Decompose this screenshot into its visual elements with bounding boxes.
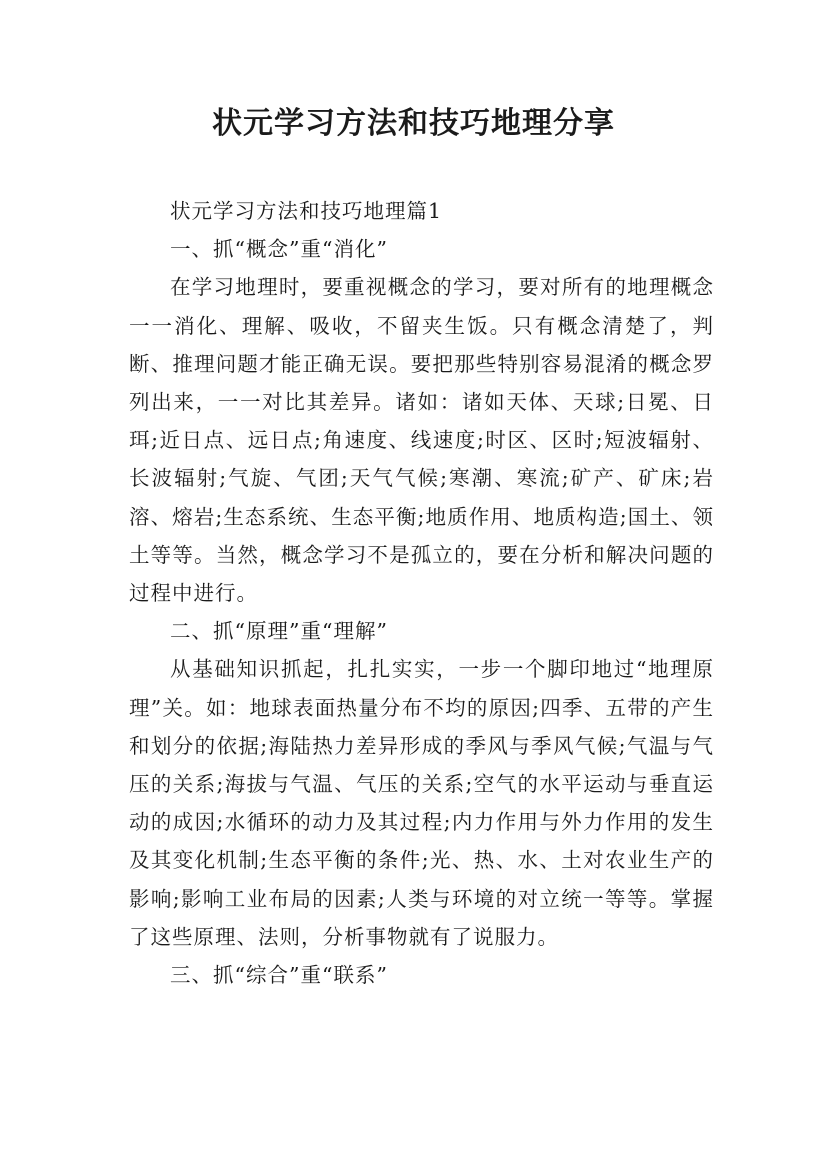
subheading: 一、抓“概念”重“消化”	[170, 237, 388, 262]
document-title: 状元学习方法和技巧地理分享	[212, 106, 615, 141]
paragraph: 从基础知识抓起，扎扎实实，一步一个脚印地过“地理原理”关。如：地球表面热量分布不均的原因;四季、五带的产生和划分的依据;海陆热力差异形成的季风与季风气候;气温与气压的关系;海拔与气温、气压的关系;空气的水平运动与垂直运动的成因;水循环的动力及其过程;内力作用与外力作用的发生及其变化机制;生态平衡的条件;光、热、水、土对农业生产的影响;影响工业布局的因素;人类与环境的对立统一等等。掌握了这些原理、法则，分析事物就有了说服力。	[129, 657, 714, 949]
subheading: 二、抓“原理”重“理解”	[170, 619, 388, 644]
document-body	[129, 192, 714, 994]
section-heading: 状元学习方法和技巧地理篇1	[170, 199, 443, 223]
subheading: 三、抓“综合”重“联系”	[170, 963, 388, 988]
paragraph: 在学习地理时，要重视概念的学习，要对所有的地理概念一一消化、理解、吸收，不留夹生饭。只有概念清楚了，判断、推理问题才能正确无误。要把那些特别容易混淆的概念罗列出来，一一对比其差异。诸如：诸如天体、天球;日冕、日珥;近日点、远日点;角速度、线速度;时区、区时;短波辐射、长波辐射;气旋、气团;天气气候;寒潮、寒流;矿产、矿床;岩溶、熔岩;生态系统、生态平衡;地质作用、地质构造;国土、领土等等。当然，概念学习不是孤立的，要在分析和解决问题的过程中进行。	[129, 275, 714, 606]
